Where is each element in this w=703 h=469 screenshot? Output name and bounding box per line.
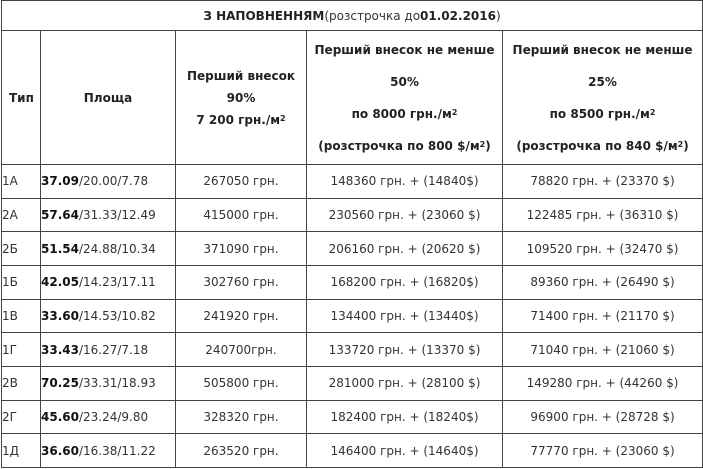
- header-col-25: [503, 31, 703, 165]
- price-50-cell: 146400 грн. + (14640$): [307, 434, 503, 468]
- table-row: [2, 299, 703, 333]
- area-cell: [41, 400, 176, 434]
- area-main: 37.09: [41, 174, 79, 189]
- table-row: [2, 434, 703, 468]
- area-main: 33.43: [41, 342, 79, 357]
- price-50-cell: 168200 грн. + (16820$): [307, 265, 503, 299]
- price-25-cell: 71040 грн. + (21060 $): [503, 333, 703, 367]
- price-90-cell: 240700грн.: [176, 333, 307, 367]
- table-body: [2, 165, 703, 468]
- header-90-line3: 7 200 $грн./м^2$: [196, 112, 286, 127]
- price-25-cell: 149280 грн. + (44260 $): [503, 366, 703, 400]
- type-cell: 2А: [2, 198, 41, 232]
- price-25-cell: 71400 грн. + (21170 $): [503, 299, 703, 333]
- price-90-cell: 371090 грн.: [176, 232, 307, 266]
- price-50-cell: 148360 грн. + (14840$): [307, 165, 503, 199]
- header-50-line3: по 8000 $грн./м^2$: [351, 106, 458, 121]
- area-rest: /14.53/10.82: [78, 308, 156, 323]
- header-50-line2: 50%: [390, 74, 419, 89]
- area-rest: /20.00/7.78: [78, 174, 149, 189]
- caption-end: ): [495, 8, 501, 23]
- table-row: [2, 265, 703, 299]
- price-90-cell: 241920 грн.: [176, 299, 307, 333]
- caption-mid: (розстрочка до: [324, 8, 421, 23]
- price-90-cell: 263520 грн.: [176, 434, 307, 468]
- header-50-line1: Перший внесок не менше: [314, 42, 495, 57]
- header-90-line1: Перший внесок: [186, 68, 296, 83]
- area-rest: /16.38/11.22: [78, 443, 156, 458]
- price-90-cell: 505800 грн.: [176, 366, 307, 400]
- price-25-cell: 96900 грн. + (28728 $): [503, 400, 703, 434]
- price-50-cell: 206160 грн. + (20620 $): [307, 232, 503, 266]
- price-90-cell: 415000 грн.: [176, 198, 307, 232]
- area-cell: [41, 333, 176, 367]
- type-cell: 2Б: [2, 232, 41, 266]
- price-table: [1, 0, 703, 468]
- price-25-cell: 109520 грн. + (32470 $): [503, 232, 703, 266]
- header-25-line2: 25%: [588, 74, 617, 89]
- area-main: 36.60: [41, 443, 79, 458]
- area-cell: [41, 198, 176, 232]
- header-area: Площа: [41, 31, 176, 165]
- header-type: Тип: [2, 31, 41, 165]
- area-cell: [41, 366, 176, 400]
- table-row: [2, 400, 703, 434]
- header-25-line3: по 8500 $грн./м^2$: [549, 106, 656, 121]
- header-col-50: [307, 31, 503, 165]
- header-25-line4: (розстрочка по 840 $\$/м^2$): [516, 138, 689, 153]
- table-caption: [2, 1, 703, 31]
- area-rest: /14.23/17.11: [78, 275, 156, 290]
- header-90-line2: 90%: [226, 90, 256, 105]
- area-rest: /16.27/7.18: [78, 342, 149, 357]
- type-cell: 1А: [2, 165, 41, 199]
- header-25-line1: Перший внесок не менше: [512, 42, 693, 57]
- area-main: 45.60: [41, 409, 79, 424]
- area-cell: [41, 299, 176, 333]
- price-90-cell: 302760 грн.: [176, 265, 307, 299]
- area-rest: /23.24/9.80: [78, 409, 149, 424]
- area-rest: /33.31/18.93: [78, 376, 156, 391]
- caption-bold: З НАПОВНЕННЯМ: [203, 8, 325, 23]
- area-cell: [41, 434, 176, 468]
- price-90-cell: 328320 грн.: [176, 400, 307, 434]
- price-50-cell: 134400 грн. + (13440$): [307, 299, 503, 333]
- price-50-cell: 230560 грн. + (23060 $): [307, 198, 503, 232]
- table-row: [2, 366, 703, 400]
- area-main: 33.60: [41, 308, 79, 323]
- price-50-cell: 133720 грн. + (13370 $): [307, 333, 503, 367]
- area-main: 70.25: [41, 376, 79, 391]
- area-cell: [41, 265, 176, 299]
- price-25-cell: 89360 грн. + (26490 $): [503, 265, 703, 299]
- type-cell: 1Д: [2, 434, 41, 468]
- table-row: [2, 333, 703, 367]
- header-col-90: [176, 31, 307, 165]
- type-cell: 1Б: [2, 265, 41, 299]
- table-row: [2, 198, 703, 232]
- price-50-cell: 182400 грн. + (18240$): [307, 400, 503, 434]
- caption-date: 01.02.2016: [420, 8, 496, 23]
- area-rest: /31.33/12.49: [78, 207, 156, 222]
- price-25-cell: 122485 грн. + (36310 $): [503, 198, 703, 232]
- type-cell: 2В: [2, 366, 41, 400]
- price-25-cell: 78820 грн. + (23370 $): [503, 165, 703, 199]
- header-50-line4: (розстрочка по 800 $\$/м^2$): [318, 138, 491, 153]
- area-cell: [41, 165, 176, 199]
- type-cell: 1Г: [2, 333, 41, 367]
- table-row: [2, 232, 703, 266]
- table-row: [2, 165, 703, 199]
- area-cell: [41, 232, 176, 266]
- price-25-cell: 77770 грн. + (23060 $): [503, 434, 703, 468]
- area-rest: /24.88/10.34: [78, 241, 156, 256]
- type-cell: 2Г: [2, 400, 41, 434]
- type-cell: 1В: [2, 299, 41, 333]
- area-main: 51.54: [41, 241, 79, 256]
- price-90-cell: 267050 грн.: [176, 165, 307, 199]
- area-main: 57.64: [41, 207, 79, 222]
- area-main: 42.05: [41, 275, 79, 290]
- price-50-cell: 281000 грн. + (28100 $): [307, 366, 503, 400]
